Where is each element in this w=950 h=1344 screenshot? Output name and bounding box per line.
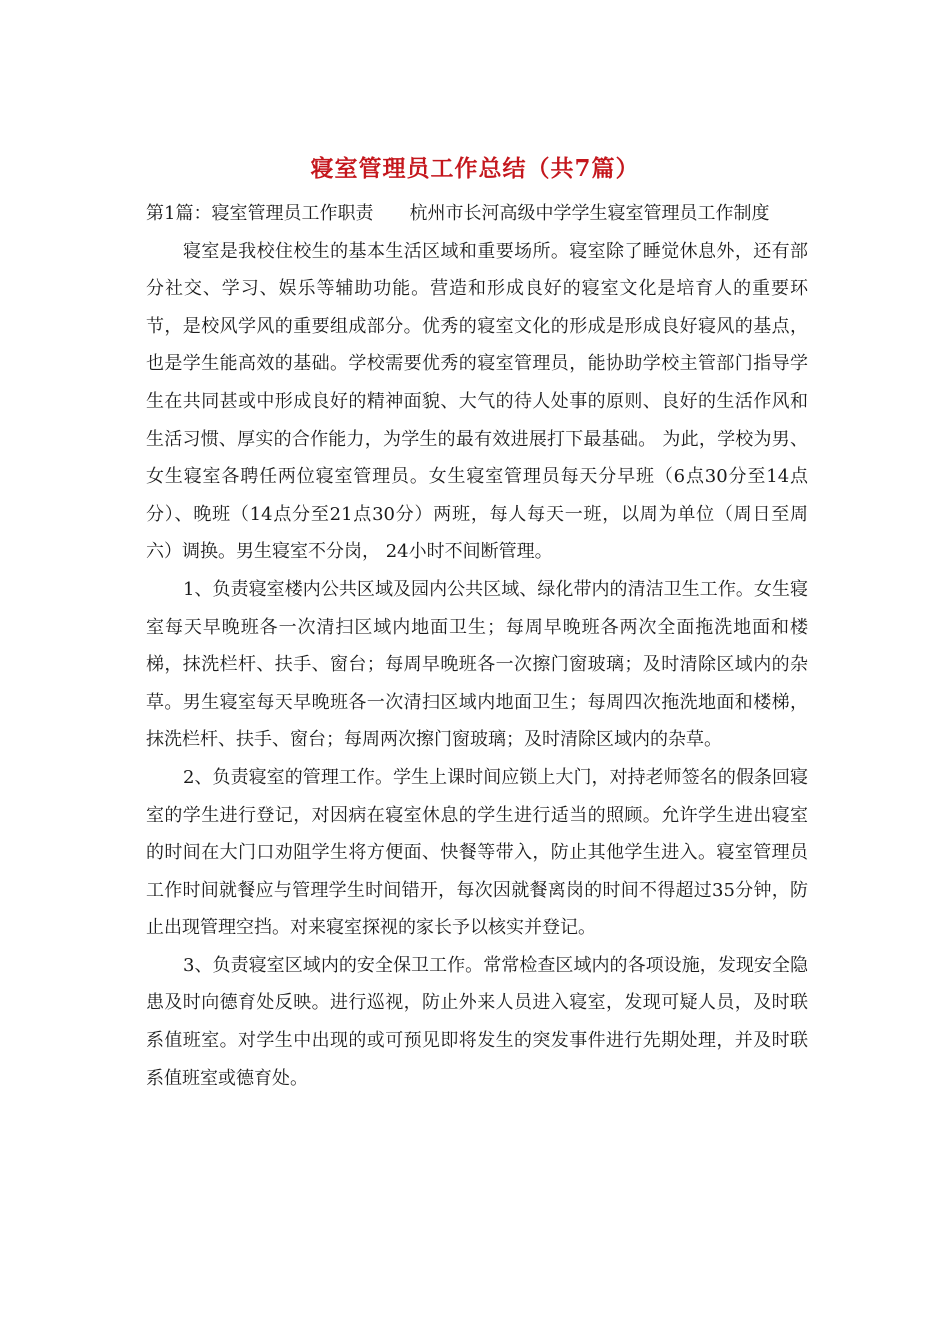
paragraph-duty-2: 2、负责寝室的管理工作。学生上课时间应锁上大门，对持老师签名的假条回寝室的学生进行登记，对因病在寝室休息的学生进行适当的照顾。允许学生进出寝室的时间在大门口劝阻学生将方便面、快餐等带入，防止其他学生进入。寝室管理员工作时间就餐应与管理学生时间错开，每次因就餐离岗的时间不得超过35分钟，防止出现管理空挡。对来寝室探视的家长予以核实并登记。 [146,766,808,939]
section-heading-part1: 第1篇：寝室管理员工作职责 [146,203,374,224]
paragraph-intro: 寝室是我校住校生的基本生活区域和重要场所。寝室除了睡觉休息外，还有部分社交、学习、娱乐等辅助功能。营造和形成良好的寝室文化是培育人的重要环节，是校风学风的重要组成部分。优秀的寝室文化的形成是形成良好寝风的基点，也是学生能高效的基础。学校需要优秀的寝室管理员，能协助学校主管部门指导学生在共同甚或中形成良好的精神面貌、大气的待人处事的原则、良好的生活作风和生活习惯、厚实的合作能力，为学生的最有效进展打下最基础。 为此，学校为男、女生寝室各聘任两位寝室管理员。女生寝室管理员每天分早班（6点30分至14点分）、晚班（14点分至21点30分）两班，每人每天一班，以周为单位（周日至周六）调换。男生寝室不分岗， 24小时不间断管理。 [146,240,808,563]
section-heading-part2: 杭州市长河高级中学学生寝室管理员工作制度 [409,203,770,224]
paragraph-duty-1: 1、负责寝室楼内公共区域及园内公共区域、绿化带内的清洁卫生工作。女生寝室每天早晚班各一次清扫区域内地面卫生；每周早晚班各两次全面拖洗地面和楼梯，抹洗栏杆、扶手、窗台；每周早晚班各一次擦门窗玻璃；及时清除区域内的杂草。男生寝室每天早晚班各一次清扫区域内地面卫生；每周四次拖洗地面和楼梯，抹洗栏杆、扶手、窗台；每周两次擦门窗玻璃；及时清除区域内的杂草。 [146,578,808,751]
paragraph-duty-3: 3、负责寝室区域内的安全保卫工作。常常检查区域内的各项设施，发现安全隐患及时向德育处反映。进行巡视，防止外来人员进入寝室，发现可疑人员，及时联系值班室。对学生中出现的或可预见即将发生的突发事件进行先期处理，并及时联系值班室或德育处。 [146,954,808,1089]
document-title: 寝室管理员工作总结（共7篇） [310,155,640,182]
document-body [146,195,808,1097]
section-heading [146,195,808,233]
